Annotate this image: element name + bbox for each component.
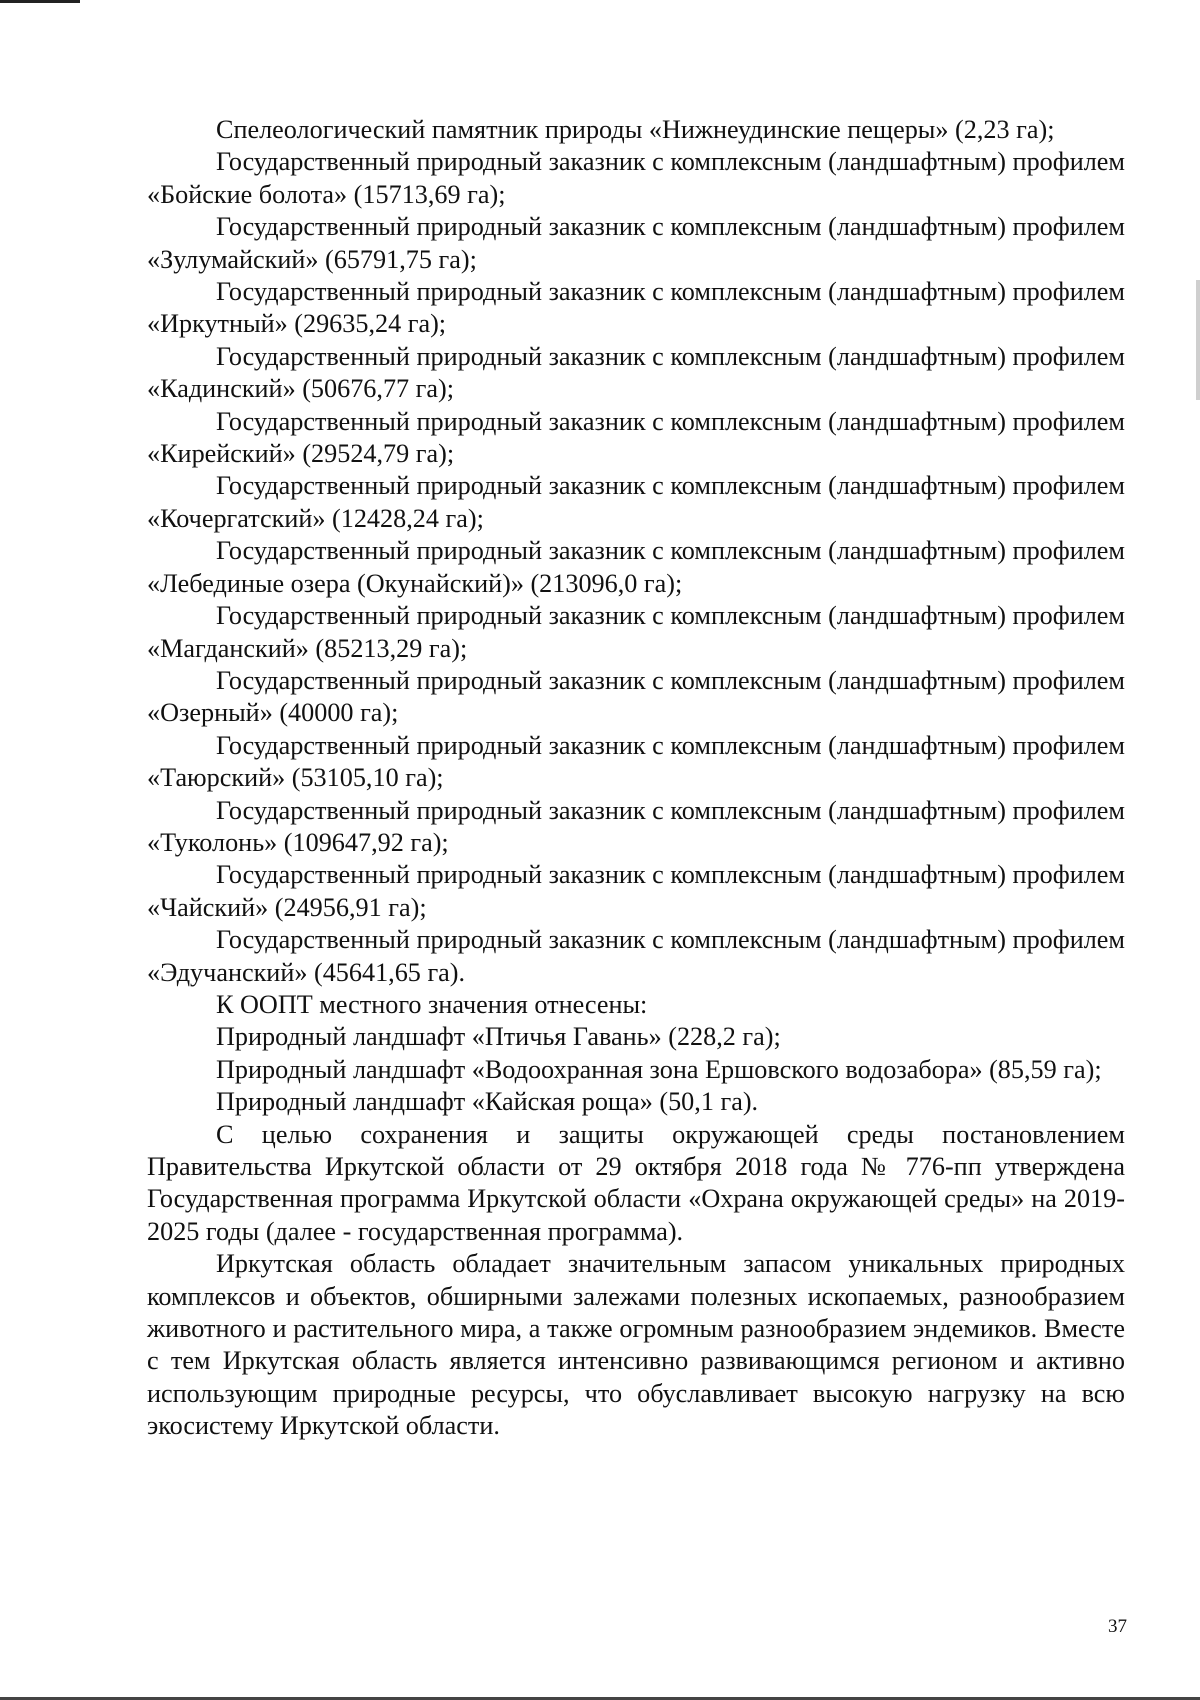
paragraph-tukolon: Государственный природный заказник с комплексным (ландшафтным) профилем «Туколонь» (109647,92 га); [147, 795, 1125, 857]
paragraph-zulumaysky: Государственный природный заказник с комплексным (ландшафтным) профилем «Зулумайский» (65791,75 га); [147, 212, 1125, 274]
paragraph-irkutny: Государственный природный заказник с комплексным (ландшафтным) профилем «Иркутный» (29635,24 га); [147, 277, 1125, 339]
page-number: 37 [1108, 1616, 1127, 1637]
paragraph-chaysky: Государственный природный заказник с комплексным (ландшафтным) профилем «Чайский» (24956,91 га); [147, 860, 1125, 922]
paragraph-ozerny: Государственный природный заказник с комплексным (ландшафтным) профилем «Озерный» (40000 га); [147, 665, 1125, 728]
scan-edge-right [1196, 280, 1200, 400]
document-body [147, 114, 1125, 1443]
paragraph-ptichya-gavan: Природный ландшафт «Птичья Гавань» (228,2 га); [216, 1022, 781, 1052]
paragraph-kayskaya-roscha: Природный ландшафт «Кайская роща» (50,1 га). [216, 1087, 759, 1117]
paragraph-magdansky: Государственный природный заказник с комплексным (ландшафтным) профилем «Магданский» (85213,29 га); [147, 601, 1125, 663]
paragraph-boyskie-bolota: Государственный природный заказник с комплексным (ландшафтным) профилем «Бойские болота» (15713,69 га); [147, 147, 1125, 209]
paragraph-state-program: С целью сохранения и защиты окружающей среды постановлением Правительства Иркутской области от 29 октября 2018 года № 776-пп утверждена Государственная программа Иркутской области «Охрана окружающей среды» на 2019-2025 годы (далее - государственная программа). [147, 1119, 1125, 1246]
paragraph-kadinsky: Государственный природный заказник с комплексным (ландшафтным) профилем «Кадинский» (50676,77 га); [147, 341, 1125, 404]
paragraph-educhansky: Государственный природный заказник с комплексным (ландшафтным) профилем «Эдучанский» (45641,65 га). [147, 925, 1125, 987]
scan-edge-top [0, 0, 80, 3]
paragraph-ershovsky-vodozabor: Природный ландшафт «Водоохранная зона Ершовского водозабора» (85,59 га); [216, 1054, 1102, 1084]
paragraph-lebedinye-ozera: Государственный природный заказник с комплексным (ландшафтным) профилем «Лебединые озера (Окунайский)» (213096,0 га); [147, 536, 1125, 598]
paragraph-nizhneudinsk-caves: Спелеологический памятник природы «Нижнеудинские пещеры» (2,23 га); [216, 115, 1055, 144]
paragraph-kochergatsky: Государственный природный заказник с комплексным (ландшафтным) профилем «Кочергатский» (12428,24 га); [147, 471, 1125, 533]
paragraph-kireysky: Государственный природный заказник с комплексным (ландшафтным) профилем «Кирейский» (29524,79 га); [147, 406, 1125, 469]
paragraph-tayursky: Государственный природный заказник с комплексным (ландшафтным) профилем «Таюрский» (53105,10 га); [147, 730, 1125, 793]
paragraph-local-oopt-heading: К ООПТ местного значения отнесены: [216, 989, 648, 1019]
paragraph-irkutsk-region-resources: Иркутская область обладает значительным запасом уникальных природных комплексов и объектов, обширными залежами полезных ископаемых, разнообразием животного и растительного мира, а также огромным разнообразием эндемиков. Вместе с тем Иркутская область является интенсивно развивающимся регионом и активно использующим природные ресурсы, что обуславливает высокую нагрузку на всю экосистему Иркутской области. [147, 1249, 1125, 1441]
